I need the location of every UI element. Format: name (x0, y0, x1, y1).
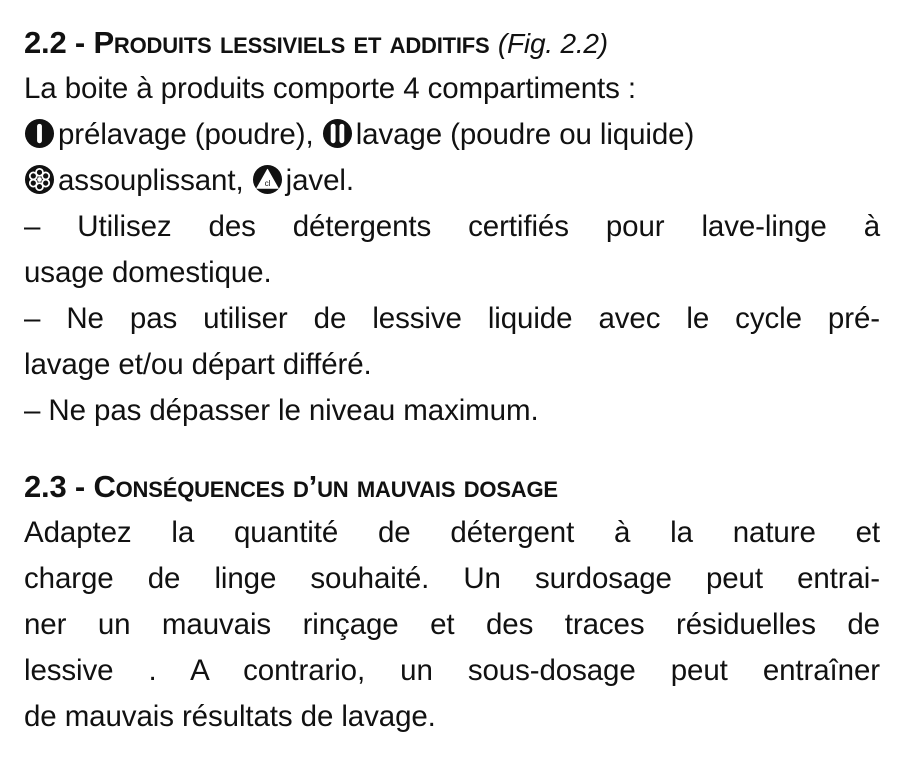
paragraph-line-3: ner un mauvais rinçage et des traces résiduelles de (24, 608, 880, 641)
paragraph-line-1: Adaptez la quantité de détergent à la nature et (24, 516, 880, 549)
bleach-triangle-icon (252, 164, 283, 195)
figure-reference: (Fig. 2.2) (497, 28, 608, 59)
wash-label: lavage (poudre ou liquide) (355, 118, 695, 151)
softener-label: assouplissant, (58, 164, 244, 197)
bullet-3-line-1: – Ne pas dépasser le niveau maximum. (24, 394, 539, 427)
compartments-line-1 (24, 112, 880, 158)
section-2-3-title: Conséquences d’un mauvais dosage (93, 469, 558, 504)
bullet-1-line-2: usage domestique. (24, 256, 272, 289)
bleach-label: javel. (285, 164, 354, 197)
paragraph-line-2: charge de linge souhaité. Un surdosage peut entrai- (24, 562, 880, 595)
section-2-2-title: Produits lessiviels et additifs (93, 25, 490, 60)
compartments-line-2 (24, 158, 880, 204)
section-2-2-number: 2.2 - (24, 25, 94, 60)
section-2-3-heading (24, 464, 880, 510)
prewash-label: prélavage (poudre), (58, 118, 314, 151)
section-2-2-heading (24, 20, 880, 66)
prewash-compartment-icon (24, 118, 55, 149)
bleach-icon-text: cl (264, 178, 271, 188)
paragraph-line-4: lessive . A contrario, un sous-dosage peut entraîner (24, 654, 880, 687)
wash-compartment-icon (322, 118, 353, 149)
section-spacer (24, 434, 880, 464)
bullet-1-line-1: – Utilisez des détergents certifiés pour lave-linge à (24, 210, 880, 243)
bullet-2-line-1: – Ne pas utiliser de lessive liquide avec le cycle pré- (24, 302, 880, 335)
section-2-3-number: 2.3 - (24, 469, 94, 504)
bullet-2-line-2: lavage et/ou départ différé. (24, 348, 372, 381)
compartments-intro: La boite à produits comporte 4 compartiments : (24, 72, 636, 105)
document-page (24, 20, 880, 740)
softener-flower-icon (24, 164, 55, 195)
paragraph-line-5: de mauvais résultats de lavage. (24, 700, 436, 733)
